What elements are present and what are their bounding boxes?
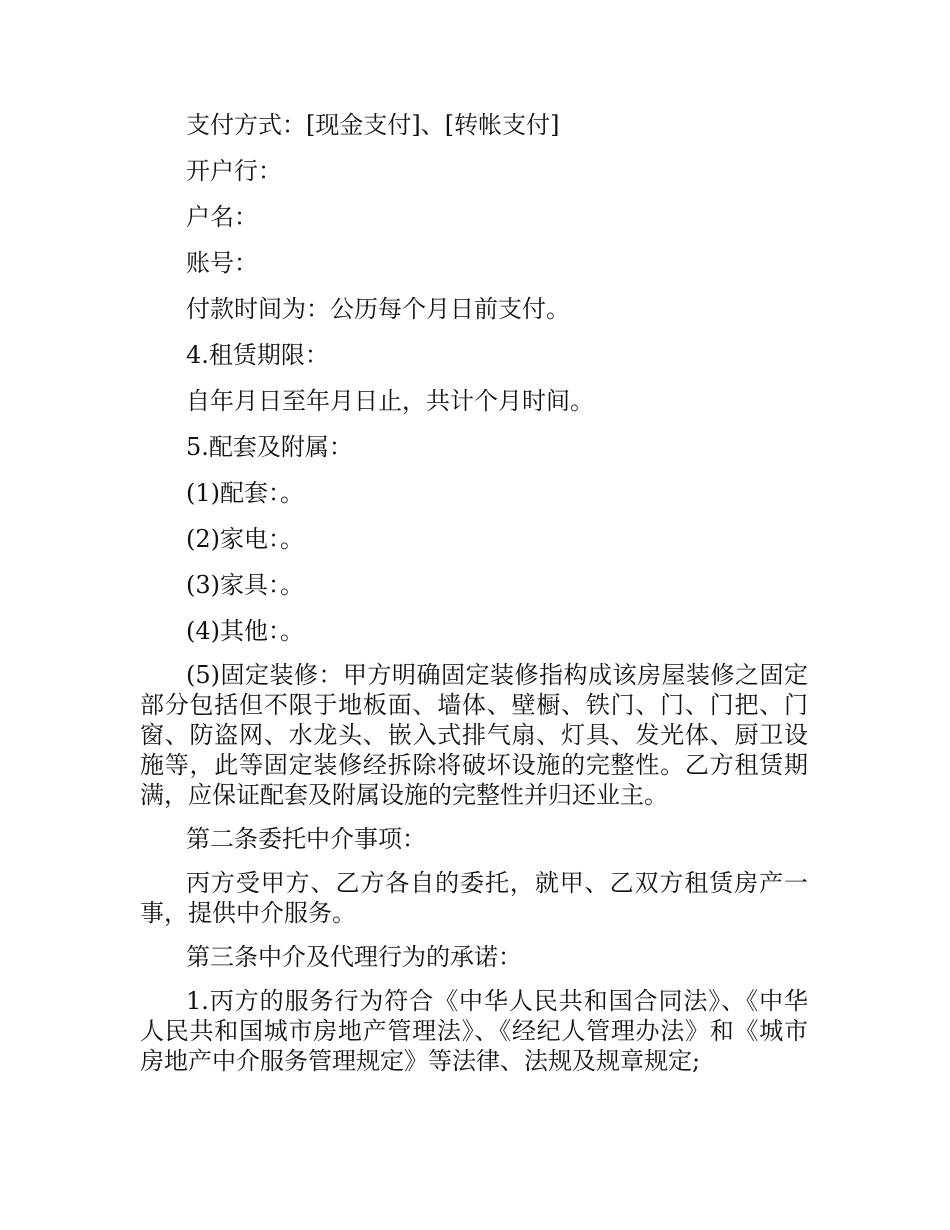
lease-term-line: 自年月日至年月日止，共计个月时间。 bbox=[186, 387, 594, 415]
payment-method-line: 支付方式：[现金支付]、[转帐支付] bbox=[186, 111, 560, 139]
article-3-item-1: 1.丙方的服务行为符合《中华人民共和国合同法》、《中华人民共和国城市房地产管理法》、《经纪人管理办法》和《城市房地产中介服务管理规定》等法律、法规及规章规定; bbox=[140, 987, 808, 1075]
account-name-line: 户名： bbox=[186, 203, 258, 231]
bank-line: 开户行： bbox=[186, 157, 282, 185]
facilities-heading: 5.配套及附属： bbox=[186, 433, 353, 461]
facilities-item-2: (2)家电：。 bbox=[186, 525, 304, 553]
article-3-title: 第三条中介及代理行为的承诺： bbox=[186, 943, 522, 971]
facilities-item-4: (4)其他：。 bbox=[186, 617, 304, 645]
fixed-decoration-paragraph: (5)固定装修：甲方明确固定装修指构成该房屋装修之固定部分包括但不限于地板面、墙体、壁橱、铁门、门、门把、门窗、防盗网、水龙头、嵌入式排气扇、灯具、发光体、厨卫设施等，此等固定装修经拆除将破坏设施的完整性。乙方租赁期满，应保证配套及附属设施的完整性并归还业主。 bbox=[140, 661, 808, 809]
article-2-paragraph: 丙方受甲方、乙方各自的委托，就甲、乙双方租赁房产一事，提供中介服务。 bbox=[140, 869, 808, 927]
account-number-line: 账号： bbox=[186, 249, 258, 277]
facilities-item-1: (1)配套：。 bbox=[186, 479, 304, 507]
article-2-title: 第二条委托中介事项： bbox=[186, 825, 426, 853]
document-body bbox=[140, 108, 808, 1088]
payment-time-line: 付款时间为：公历每个月日前支付。 bbox=[186, 295, 570, 323]
lease-term-heading: 4.租赁期限： bbox=[186, 341, 329, 369]
facilities-item-3: (3)家具：。 bbox=[186, 571, 304, 599]
